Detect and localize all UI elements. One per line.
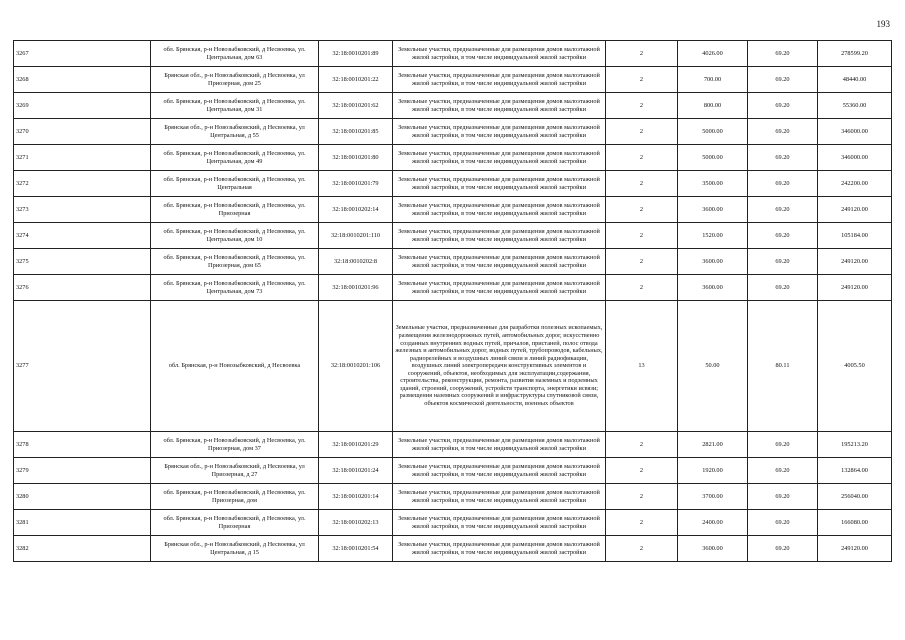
table-row — [14, 510, 892, 536]
cadastral-value: 249120.00 — [818, 197, 892, 223]
cadastral-value: 55360.00 — [818, 93, 892, 119]
row-number: 3272 — [14, 171, 151, 197]
specific-value: 69.20 — [748, 119, 818, 145]
parcel-address: обл. Брянская, р-н Новозыбковский, д Несвоевка, ул. Приозерная, дом — [151, 484, 319, 510]
table-row — [14, 67, 892, 93]
parcel-area: 3500.00 — [678, 171, 748, 197]
use-group: 2 — [606, 275, 678, 301]
parcel-address: обл. Брянская, р-н Новозыбковский, д Несвоевка, ул. Приозерная, дом 65 — [151, 249, 319, 275]
parcel-address: обл. Брянская, р-н Новозыбковский, д Несвоевка, ул. Центральная, дом 10 — [151, 223, 319, 249]
use-group: 2 — [606, 171, 678, 197]
parcel-area: 50.00 — [678, 301, 748, 432]
parcel-address: Брянская обл., р-н Новозыбковский, д Несвоевка, ул Центральная, д 55 — [151, 119, 319, 145]
cadastral-number: 32:18:0010201:110 — [319, 223, 393, 249]
parcel-area: 3600.00 — [678, 536, 748, 562]
permitted-use: Земельные участки, предназначенные для размещения домов малоэтажной жилой застройки, в том числе индивидуальной жилой застройки — [393, 432, 606, 458]
parcel-address: Брянская обл., р-н Новозыбковский, д Несвоевка, ул Центральная, д 15 — [151, 536, 319, 562]
row-number: 3269 — [14, 93, 151, 119]
cadastral-value: 105184.00 — [818, 223, 892, 249]
row-number: 3270 — [14, 119, 151, 145]
permitted-use: Земельные участки, предназначенные для размещения домов малоэтажной жилой застройки, в том числе индивидуальной жилой застройки — [393, 41, 606, 67]
parcel-address: обл. Брянская, р-н Новозыбковский, д Несвоевка, ул. Центральная, дом 73 — [151, 275, 319, 301]
specific-value: 69.20 — [748, 458, 818, 484]
table-row — [14, 145, 892, 171]
cadastral-value: 346000.00 — [818, 119, 892, 145]
specific-value: 69.20 — [748, 41, 818, 67]
cadastral-number: 32:18:0010201:29 — [319, 432, 393, 458]
cadastral-value: 346000.00 — [818, 145, 892, 171]
row-number: 3274 — [14, 223, 151, 249]
parcel-area: 3600.00 — [678, 249, 748, 275]
permitted-use: Земельные участки, предназначенные для разработки полезных ископаемых, размещения железнодорожных путей, автомобильных дорог, искусственно созданных внутренних водных путей, причалов, пристаней, полос отвода железных и автомобильных дорог, водных путей, трубопроводов, кабельных, радиорелейных и воздушных линий связи и линий радиофикации, воздушных линий электропередачи конструктивных элементов и сооружений, объектов, необходимых для эксплуатации,содержания, строительства, реконструкции, ремонта, развития наземных и подземных зданий, строений, сооружений, устройств транспорта, энергетики исвязи; размещения наземных сооружений и инфраструктуры спутниковой связи, объектов космической деятельности, военных объектов — [393, 301, 606, 432]
parcel-area: 800.00 — [678, 93, 748, 119]
permitted-use: Земельные участки, предназначенные для размещения домов малоэтажной жилой застройки, в том числе индивидуальной жилой застройки — [393, 145, 606, 171]
specific-value: 69.20 — [748, 171, 818, 197]
table-row — [14, 249, 892, 275]
row-number: 3281 — [14, 510, 151, 536]
parcel-address: обл. Брянская, р-н Новозыбковский, д Несвоевка, ул. Центральная, дом 31 — [151, 93, 319, 119]
cadastral-value: 249120.00 — [818, 275, 892, 301]
row-number: 3276 — [14, 275, 151, 301]
parcel-address: обл. Брянская, р-н Новозыбковский, д Несвоевка, ул. Центральная — [151, 171, 319, 197]
table-row — [14, 197, 892, 223]
cadastral-number: 32:18:0010201:85 — [319, 119, 393, 145]
cadastral-number: 32:18:0010201:24 — [319, 458, 393, 484]
row-number: 3268 — [14, 67, 151, 93]
use-group: 2 — [606, 119, 678, 145]
permitted-use: Земельные участки, предназначенные для размещения домов малоэтажной жилой застройки, в том числе индивидуальной жилой застройки — [393, 93, 606, 119]
use-group: 2 — [606, 484, 678, 510]
specific-value: 69.20 — [748, 432, 818, 458]
cadastral-value: 249120.00 — [818, 536, 892, 562]
specific-value: 69.20 — [748, 275, 818, 301]
parcel-address: обл. Брянская, р-н Новозыбковский, д Несвоевка, ул. Центральная, дом 49 — [151, 145, 319, 171]
specific-value: 69.20 — [748, 249, 818, 275]
cadastral-value: 48440.00 — [818, 67, 892, 93]
row-number: 3279 — [14, 458, 151, 484]
cadastral-number: 32:18:0010201:22 — [319, 67, 393, 93]
specific-value: 69.20 — [748, 93, 818, 119]
use-group: 2 — [606, 67, 678, 93]
parcel-address: обл. Брянская, р-н Новозыбковский, д Несвоевка — [151, 301, 319, 432]
cadastral-value: 256040.00 — [818, 484, 892, 510]
use-group: 2 — [606, 536, 678, 562]
row-number: 3271 — [14, 145, 151, 171]
specific-value: 69.20 — [748, 197, 818, 223]
row-number: 3280 — [14, 484, 151, 510]
row-number: 3282 — [14, 536, 151, 562]
table-row — [14, 275, 892, 301]
parcel-area: 1520.00 — [678, 223, 748, 249]
specific-value: 69.20 — [748, 510, 818, 536]
use-group: 2 — [606, 510, 678, 536]
table-row — [14, 41, 892, 67]
cadastral-value-table — [13, 40, 892, 562]
parcel-area: 2400.00 — [678, 510, 748, 536]
parcel-area: 2821.00 — [678, 432, 748, 458]
table-row — [14, 301, 892, 432]
cadastral-value: 195213.20 — [818, 432, 892, 458]
cadastral-number: 32:18:0010201:106 — [319, 301, 393, 432]
use-group: 2 — [606, 432, 678, 458]
cadastral-value: 4005.50 — [818, 301, 892, 432]
parcel-area: 1920.00 — [678, 458, 748, 484]
cadastral-number: 32:18:0010202:8 — [319, 249, 393, 275]
permitted-use: Земельные участки, предназначенные для размещения домов малоэтажной жилой застройки, в том числе индивидуальной жилой застройки — [393, 510, 606, 536]
cadastral-number: 32:18:0010201:79 — [319, 171, 393, 197]
cadastral-value: 242200.00 — [818, 171, 892, 197]
permitted-use: Земельные участки, предназначенные для размещения домов малоэтажной жилой застройки, в том числе индивидуальной жилой застройки — [393, 249, 606, 275]
use-group: 2 — [606, 145, 678, 171]
cadastral-number: 32:18:0010201:96 — [319, 275, 393, 301]
use-group: 2 — [606, 223, 678, 249]
table-body — [14, 41, 892, 562]
specific-value: 69.20 — [748, 67, 818, 93]
use-group: 2 — [606, 249, 678, 275]
permitted-use: Земельные участки, предназначенные для размещения домов малоэтажной жилой застройки, в том числе индивидуальной жилой застройки — [393, 171, 606, 197]
permitted-use: Земельные участки, предназначенные для размещения домов малоэтажной жилой застройки, в том числе индивидуальной жилой застройки — [393, 197, 606, 223]
cadastral-number: 32:18:0010202:13 — [319, 510, 393, 536]
parcel-area: 4026.00 — [678, 41, 748, 67]
specific-value: 69.20 — [748, 145, 818, 171]
permitted-use: Земельные участки, предназначенные для размещения домов малоэтажной жилой застройки, в том числе индивидуальной жилой застройки — [393, 223, 606, 249]
table-row — [14, 458, 892, 484]
cadastral-number: 32:18:0010202:14 — [319, 197, 393, 223]
cadastral-value: 132864.00 — [818, 458, 892, 484]
cadastral-value: 166080.00 — [818, 510, 892, 536]
parcel-address: Брянская обл., р-н Новозыбковский, д Несвоевка, ул Приозерная, дом 25 — [151, 67, 319, 93]
cadastral-number: 32:18:0010201:80 — [319, 145, 393, 171]
permitted-use: Земельные участки, предназначенные для размещения домов малоэтажной жилой застройки, в том числе индивидуальной жилой застройки — [393, 119, 606, 145]
row-number: 3278 — [14, 432, 151, 458]
table-row — [14, 432, 892, 458]
permitted-use: Земельные участки, предназначенные для размещения домов малоэтажной жилой застройки, в том числе индивидуальной жилой застройки — [393, 67, 606, 93]
specific-value: 80.11 — [748, 301, 818, 432]
parcel-address: обл. Брянская, р-н Новозыбковский, д Несвоевка, ул. Приозерная — [151, 197, 319, 223]
table-row — [14, 171, 892, 197]
parcel-address: обл. Брянская, р-н Новозыбковский, д Несвоевка, ул. Приозерная, дом 37 — [151, 432, 319, 458]
table-row — [14, 119, 892, 145]
specific-value: 69.20 — [748, 536, 818, 562]
parcel-address: Брянская обл., р-н Новозыбковский, д Несвоевка, ул Приозерная, д 27 — [151, 458, 319, 484]
cadastral-number: 32:18:0010201:89 — [319, 41, 393, 67]
parcel-area: 3600.00 — [678, 197, 748, 223]
use-group: 2 — [606, 458, 678, 484]
table-row — [14, 484, 892, 510]
use-group: 2 — [606, 197, 678, 223]
permitted-use: Земельные участки, предназначенные для размещения домов малоэтажной жилой застройки, в том числе индивидуальной жилой застройки — [393, 536, 606, 562]
row-number: 3267 — [14, 41, 151, 67]
specific-value: 69.20 — [748, 484, 818, 510]
parcel-area: 5000.00 — [678, 145, 748, 171]
permitted-use: Земельные участки, предназначенные для размещения домов малоэтажной жилой застройки, в том числе индивидуальной жилой застройки — [393, 484, 606, 510]
parcel-address: обл. Брянская, р-н Новозыбковский, д Несвоевка, ул. Центральная, дом 63 — [151, 41, 319, 67]
row-number: 3277 — [14, 301, 151, 432]
cadastral-number: 32:18:0010201:14 — [319, 484, 393, 510]
cadastral-value: 278599.20 — [818, 41, 892, 67]
parcel-area: 3700.00 — [678, 484, 748, 510]
use-group: 13 — [606, 301, 678, 432]
cadastral-value: 249120.00 — [818, 249, 892, 275]
permitted-use: Земельные участки, предназначенные для размещения домов малоэтажной жилой застройки, в том числе индивидуальной жилой застройки — [393, 458, 606, 484]
parcel-area: 5000.00 — [678, 119, 748, 145]
parcel-area: 3600.00 — [678, 275, 748, 301]
specific-value: 69.20 — [748, 223, 818, 249]
parcel-area: 700.00 — [678, 67, 748, 93]
use-group: 2 — [606, 93, 678, 119]
row-number: 3273 — [14, 197, 151, 223]
row-number: 3275 — [14, 249, 151, 275]
permitted-use: Земельные участки, предназначенные для размещения домов малоэтажной жилой застройки, в том числе индивидуальной жилой застройки — [393, 275, 606, 301]
page-number: 193 — [876, 19, 890, 29]
cadastral-number: 32:18:0010201:54 — [319, 536, 393, 562]
parcel-address: обл. Брянская, р-н Новозыбковский, д Несвоевка, ул. Приозерная — [151, 510, 319, 536]
table-row — [14, 93, 892, 119]
table-row — [14, 223, 892, 249]
cadastral-number: 32:18:0010201:62 — [319, 93, 393, 119]
table-row — [14, 536, 892, 562]
use-group: 2 — [606, 41, 678, 67]
